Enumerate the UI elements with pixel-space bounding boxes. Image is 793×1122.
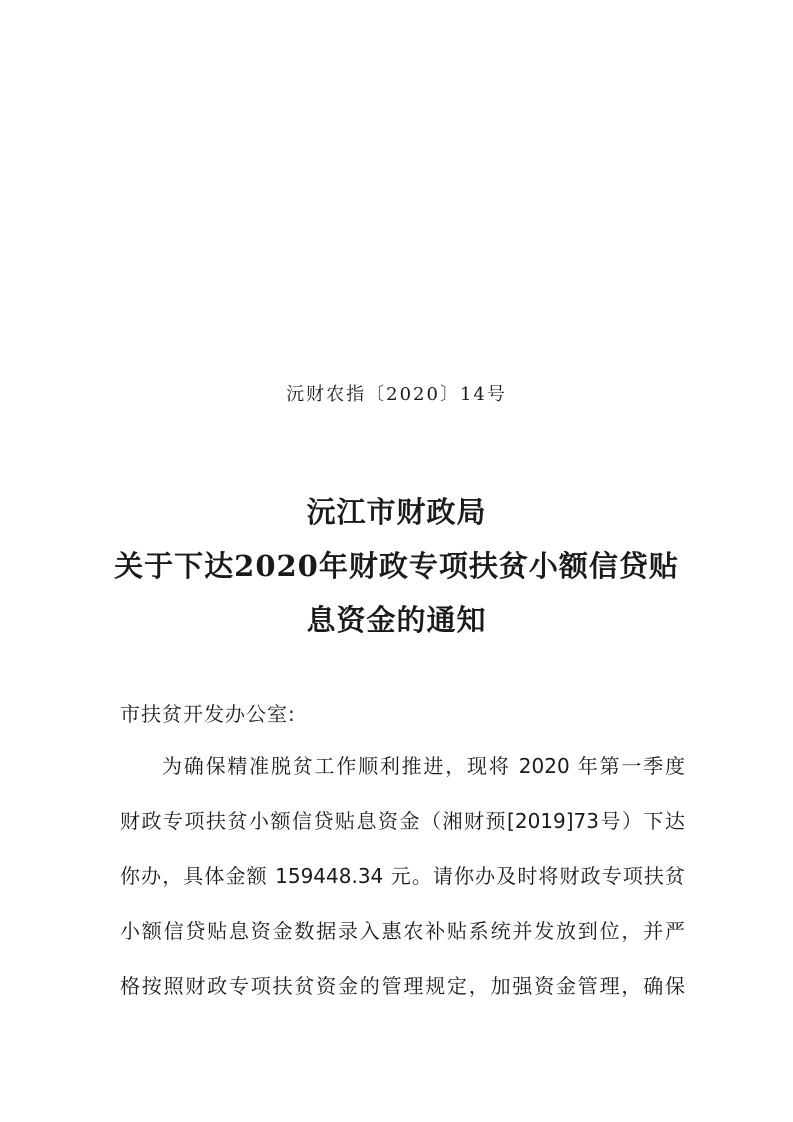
body-line-1: 为确保精准脱贫工作顺利推进，现将 2020 年第一季度 [162,754,685,778]
body-line-4: 小额信贷贴息资金数据录入惠农补贴系统并发放到位，并严 [120,919,685,943]
document-number: 沅财农指〔2020〕14号 [286,384,507,405]
body-line-5: 格按照财政专项扶贫资金的管理规定，加强资金管理，确保 [120,974,685,998]
addressee: 市扶贫开发办公室: [120,702,296,726]
title-line-1: 沅江市财政局 [306,495,487,529]
title-line-2: 关于下达2020年财政专项扶贫小额信贷贴 [114,549,679,583]
body-line-2: 财政专项扶贫小额信贷贴息资金（湘财预[2019]73号）下达 [120,809,685,833]
body-line-3: 你办，具体金额 159448.34 元。请你办及时将财政专项扶贫 [120,864,685,888]
title-line-3: 息资金的通知 [306,603,487,637]
